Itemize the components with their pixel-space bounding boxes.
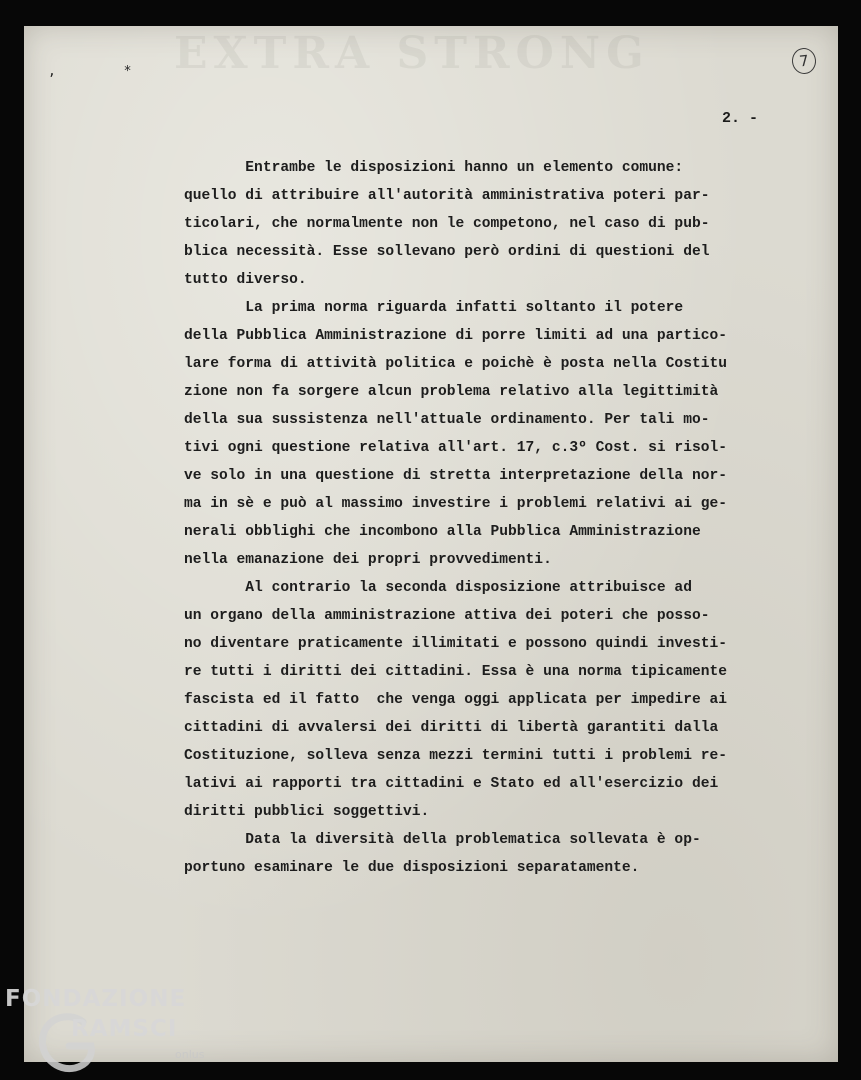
text-line: un organo della amministrazione attiva dei poteri che posso- (184, 608, 710, 624)
paper-sheet (24, 26, 838, 1062)
text-line: cittadini di avvalersi dei diritti di libertà garantiti dalla (184, 720, 719, 736)
archive-number-stamp: 7 (791, 47, 818, 75)
text-line: nella emanazione dei propri provvedimenti. (184, 552, 552, 568)
paper-watermark: EXTRA STRONG (174, 28, 650, 79)
text-line: La prima norma riguarda infatti soltanto il potere (184, 300, 684, 316)
margin-marks: , * (48, 64, 162, 79)
text-line: no diventare praticamente illimitati e possono quindi investi- (184, 636, 727, 652)
text-line: tivi ogni questione relativa all'art. 17, c.3º Cost. si risol- (184, 440, 727, 456)
text-line: diritti pubblici soggettivi. (184, 804, 430, 820)
text-line: della Pubblica Amministrazione di porre limiti ad una partico- (184, 328, 727, 344)
logo-line2: RAMSCI (71, 1016, 178, 1042)
text-line: blica necessità. Esse sollevano però ordini di questioni del (184, 244, 710, 260)
text-line: ve solo in una questione di stretta interpretazione della nor- (184, 468, 727, 484)
text-line: quello di attribuire all'autorità amministrativa poteri par- (184, 188, 710, 204)
text-line: fascista ed il fatto che venga oggi applicata per impedire ai (184, 692, 727, 708)
text-line: Data la diversità della problematica sollevata è op- (184, 832, 701, 848)
text-line: re tutti i diritti dei cittadini. Essa è una norma tipicamente (184, 664, 727, 680)
page-number: 2. - (722, 110, 759, 127)
fondazione-gramsci-logo (5, 986, 215, 1076)
text-line: ticolari, che normalmente non le competono, nel caso di pub- (184, 216, 710, 232)
text-line: Entrambe le disposizioni hanno un elemento comune: (184, 160, 684, 176)
text-line: nerali obblighi che incombono alla Pubblica Amministrazione (184, 524, 701, 540)
text-line: lativi ai rapporti tra cittadini e Stato ed all'esercizio dei (184, 776, 719, 792)
text-line: portuno esaminare le due disposizioni separatamente. (184, 860, 640, 876)
text-line: Al contrario la seconda disposizione attribuisce ad (184, 580, 692, 596)
logo-line1: FONDAZIONE (5, 986, 187, 1012)
text-line: tutto diverso. (184, 272, 307, 288)
text-line: zione non fa sorgere alcun problema relativo alla legittimità (184, 384, 719, 400)
text-line: ma in sè e può al massimo investire i problemi relativi ai ge- (184, 496, 727, 512)
typed-body-text (184, 154, 794, 882)
logo-suffix: onlus (175, 1048, 205, 1061)
text-line: lare forma di attività politica e poichè è posta nella Costitu (184, 356, 727, 372)
text-line: della sua sussistenza nell'attuale ordinamento. Per tali mo- (184, 412, 710, 428)
text-line: Costituzione, solleva senza mezzi termini tutti i problemi re- (184, 748, 727, 764)
